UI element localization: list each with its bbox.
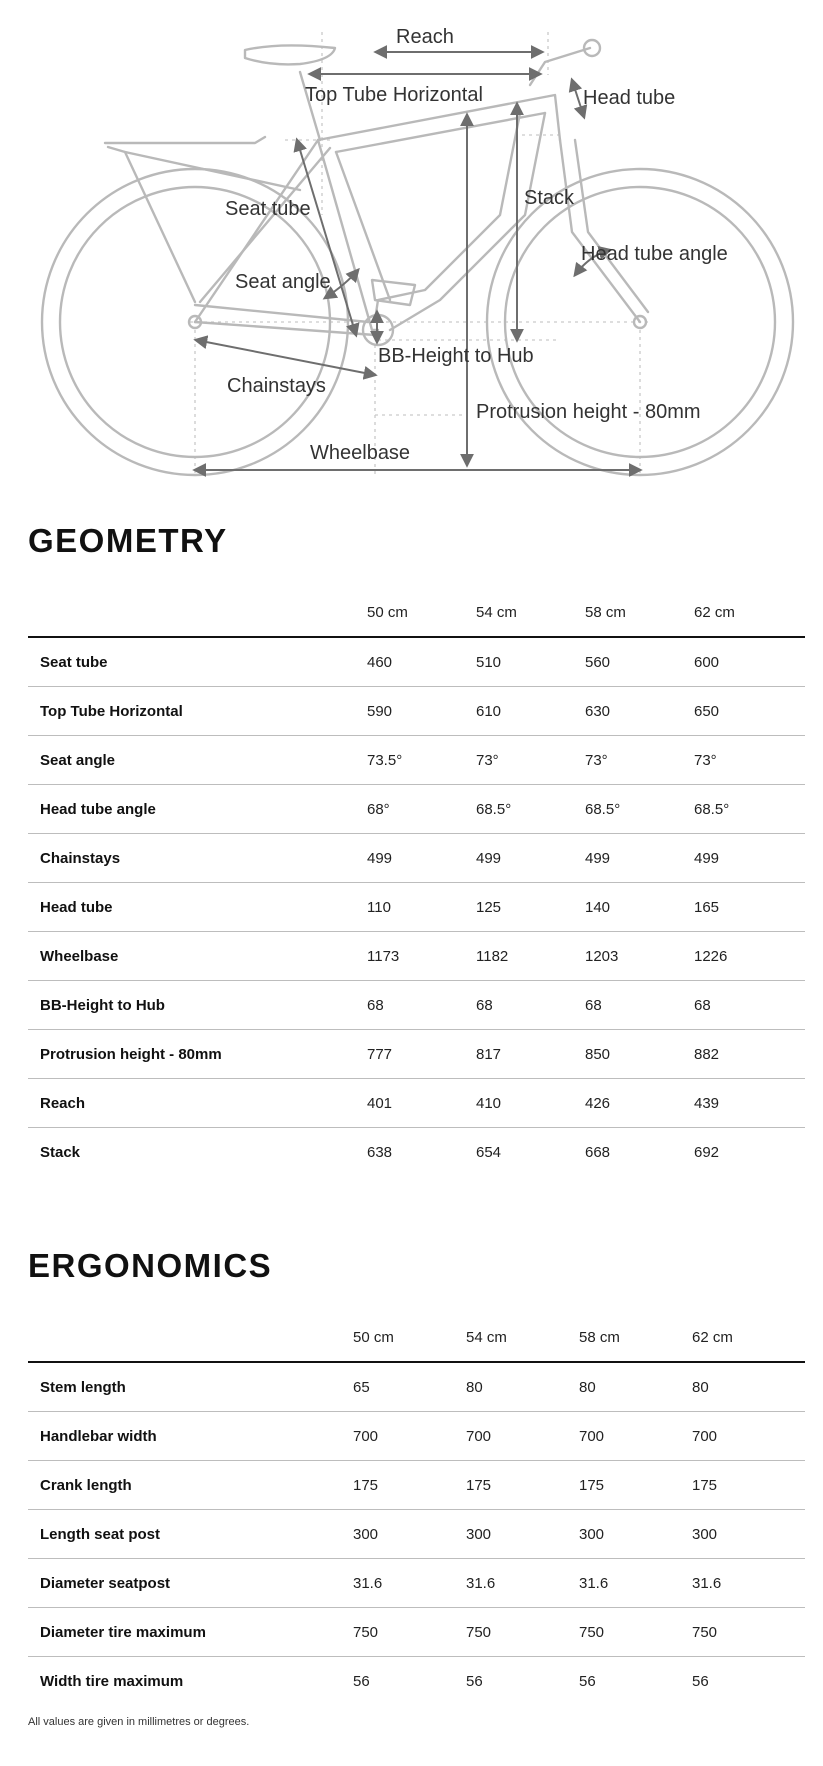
table-row xyxy=(28,637,805,687)
cell-value: 300 xyxy=(466,1510,579,1559)
cell-value: 80 xyxy=(579,1362,692,1412)
cell-value: 31.6 xyxy=(692,1559,805,1608)
label-reach: Reach xyxy=(396,26,454,48)
row-label: Head tube angle xyxy=(28,785,367,834)
geometry-size-50: 50 cm xyxy=(367,588,476,637)
table-row xyxy=(28,834,805,883)
cell-value: 650 xyxy=(694,687,805,736)
row-label: Diameter seatpost xyxy=(28,1559,353,1608)
cell-value: 73° xyxy=(694,736,805,785)
cell-value: 499 xyxy=(585,834,694,883)
table-row xyxy=(28,785,805,834)
cell-value: 68 xyxy=(694,981,805,1030)
cell-value: 410 xyxy=(476,1079,585,1128)
geometry-size-58: 58 cm xyxy=(585,588,694,637)
bike-geometry-diagram xyxy=(0,0,823,490)
ergonomics-size-54: 54 cm xyxy=(466,1313,579,1362)
cell-value: 31.6 xyxy=(579,1559,692,1608)
footnote: All values are given in millimetres or degrees. xyxy=(28,1716,250,1728)
row-label: Protrusion height - 80mm xyxy=(28,1030,367,1079)
label-chainstays: Chainstays xyxy=(227,375,326,397)
cell-value: 700 xyxy=(353,1412,466,1461)
table-row xyxy=(28,736,805,785)
table-row xyxy=(28,1461,805,1510)
ergonomics-header-row xyxy=(28,1313,805,1362)
cell-value: 165 xyxy=(694,883,805,932)
table-row xyxy=(28,687,805,736)
cell-value: 1226 xyxy=(694,932,805,981)
cell-value: 31.6 xyxy=(466,1559,579,1608)
cell-value: 175 xyxy=(353,1461,466,1510)
ergonomics-title: ERGONOMICS xyxy=(28,1247,273,1284)
cell-value: 56 xyxy=(579,1672,596,1690)
row-label: Wheelbase xyxy=(28,932,367,981)
label-seat-tube: Seat tube xyxy=(225,198,311,220)
cell-value: 68 xyxy=(476,981,585,1030)
table-row xyxy=(28,932,805,981)
label-stack: Stack xyxy=(524,187,575,209)
cell-value: 80 xyxy=(466,1362,579,1412)
row-label: Stem length xyxy=(28,1362,353,1412)
cell-value: 140 xyxy=(585,883,694,932)
cell-value: 68.5° xyxy=(694,785,805,834)
cell-value: 850 xyxy=(585,1030,694,1079)
row-label: Top Tube Horizontal xyxy=(28,687,367,736)
cell-value: 300 xyxy=(692,1510,805,1559)
row-label: Seat tube xyxy=(28,637,367,687)
cell-value: 817 xyxy=(476,1030,585,1079)
cell-value: 1182 xyxy=(476,932,585,981)
cell-value: 175 xyxy=(579,1461,692,1510)
geometry-table xyxy=(28,588,805,1176)
cell-value: 777 xyxy=(367,1030,476,1079)
cell-value: 56 xyxy=(692,1672,709,1690)
row-label: Seat angle xyxy=(28,736,367,785)
cell-value: 499 xyxy=(694,834,805,883)
cell-value: 125 xyxy=(476,883,585,932)
label-bb-height-to-hub: BB-Height to Hub xyxy=(378,345,534,367)
table-row xyxy=(28,1030,805,1079)
label-seat-angle: Seat angle xyxy=(235,271,331,293)
cell-value: 80 xyxy=(692,1362,805,1412)
cell-value: 73° xyxy=(476,736,585,785)
cell-value: 750 xyxy=(353,1608,466,1657)
row-label: Head tube xyxy=(28,883,367,932)
geometry-size-62: 62 cm xyxy=(694,588,805,637)
cell-value: 110 xyxy=(367,883,476,932)
geometry-size-54: 54 cm xyxy=(476,588,585,637)
cell-value: 630 xyxy=(585,687,694,736)
cell-value: 68.5° xyxy=(476,785,585,834)
cell-value: 590 xyxy=(367,687,476,736)
row-label: Diameter tire maximum xyxy=(28,1608,353,1657)
cell-value: 700 xyxy=(466,1412,579,1461)
cell-value: 499 xyxy=(476,834,585,883)
cell-value: 460 xyxy=(367,637,476,687)
cell-value: 610 xyxy=(476,687,585,736)
cell-value: 439 xyxy=(694,1079,805,1128)
cell-value: 654 xyxy=(476,1143,502,1161)
table-row xyxy=(28,883,805,932)
geometry-title: GEOMETRY xyxy=(28,522,228,559)
cell-value: 499 xyxy=(367,834,476,883)
table-row xyxy=(28,1412,805,1461)
cell-value: 700 xyxy=(579,1412,692,1461)
cell-value: 510 xyxy=(476,637,585,687)
row-label: Chainstays xyxy=(28,834,367,883)
row-label: Crank length xyxy=(28,1461,353,1510)
cell-value: 68 xyxy=(367,981,476,1030)
cell-value: 750 xyxy=(692,1608,805,1657)
cell-value: 692 xyxy=(694,1143,720,1161)
cell-value: 700 xyxy=(692,1412,805,1461)
table-row xyxy=(28,1608,805,1657)
table-row xyxy=(28,1510,805,1559)
ergonomics-table xyxy=(28,1313,805,1705)
table-row xyxy=(28,1079,805,1128)
ergonomics-size-58: 58 cm xyxy=(579,1313,692,1362)
table-row xyxy=(28,1128,805,1177)
cell-value: 300 xyxy=(579,1510,692,1559)
cell-value: 68 xyxy=(585,981,694,1030)
label-protrusion-height: Protrusion height - 80mm xyxy=(476,401,701,423)
cell-value: 1173 xyxy=(367,932,476,981)
cell-value: 31.6 xyxy=(353,1559,466,1608)
row-label: Length seat post xyxy=(28,1510,353,1559)
cell-value: 600 xyxy=(694,637,805,687)
cell-value: 750 xyxy=(466,1608,579,1657)
cell-value: 426 xyxy=(585,1079,694,1128)
cell-value: 73.5° xyxy=(367,736,476,785)
cell-value: 401 xyxy=(367,1079,476,1128)
cell-value: 300 xyxy=(353,1510,466,1559)
ergonomics-header-label xyxy=(28,1313,353,1362)
label-wheelbase: Wheelbase xyxy=(310,442,411,464)
table-row xyxy=(28,981,805,1030)
cell-value: 73° xyxy=(585,736,694,785)
cell-value: 638 xyxy=(367,1143,393,1161)
cell-value: 175 xyxy=(692,1461,805,1510)
cell-value: 68.5° xyxy=(585,785,694,834)
cell-value: 750 xyxy=(579,1608,692,1657)
table-row xyxy=(28,1362,805,1412)
cell-value: 68° xyxy=(367,785,476,834)
row-label: Reach xyxy=(28,1079,367,1128)
cell-value: 65 xyxy=(353,1362,466,1412)
row-label: Width tire maximum xyxy=(40,1672,184,1690)
table-row xyxy=(28,1559,805,1608)
cell-value: 668 xyxy=(585,1143,611,1161)
cell-value: 56 xyxy=(466,1672,483,1690)
cell-value: 56 xyxy=(353,1672,370,1690)
label-top-tube-horizontal: Top Tube Horizontal xyxy=(305,84,483,106)
geometry-header-row xyxy=(28,588,805,637)
label-head-tube: Head tube xyxy=(583,87,676,109)
bike-diagram-svg xyxy=(0,0,823,490)
cell-value: 175 xyxy=(466,1461,579,1510)
ergonomics-size-50: 50 cm xyxy=(353,1313,466,1362)
table-row xyxy=(28,1657,805,1706)
row-label: Stack xyxy=(40,1143,81,1161)
row-label: Handlebar width xyxy=(28,1412,353,1461)
cell-value: 1203 xyxy=(585,932,694,981)
row-label: BB-Height to Hub xyxy=(28,981,367,1030)
geometry-header-label xyxy=(28,588,367,637)
ergonomics-size-62: 62 cm xyxy=(692,1313,805,1362)
cell-value: 560 xyxy=(585,637,694,687)
cell-value: 882 xyxy=(694,1030,805,1079)
label-head-tube-angle: Head tube angle xyxy=(581,243,728,265)
